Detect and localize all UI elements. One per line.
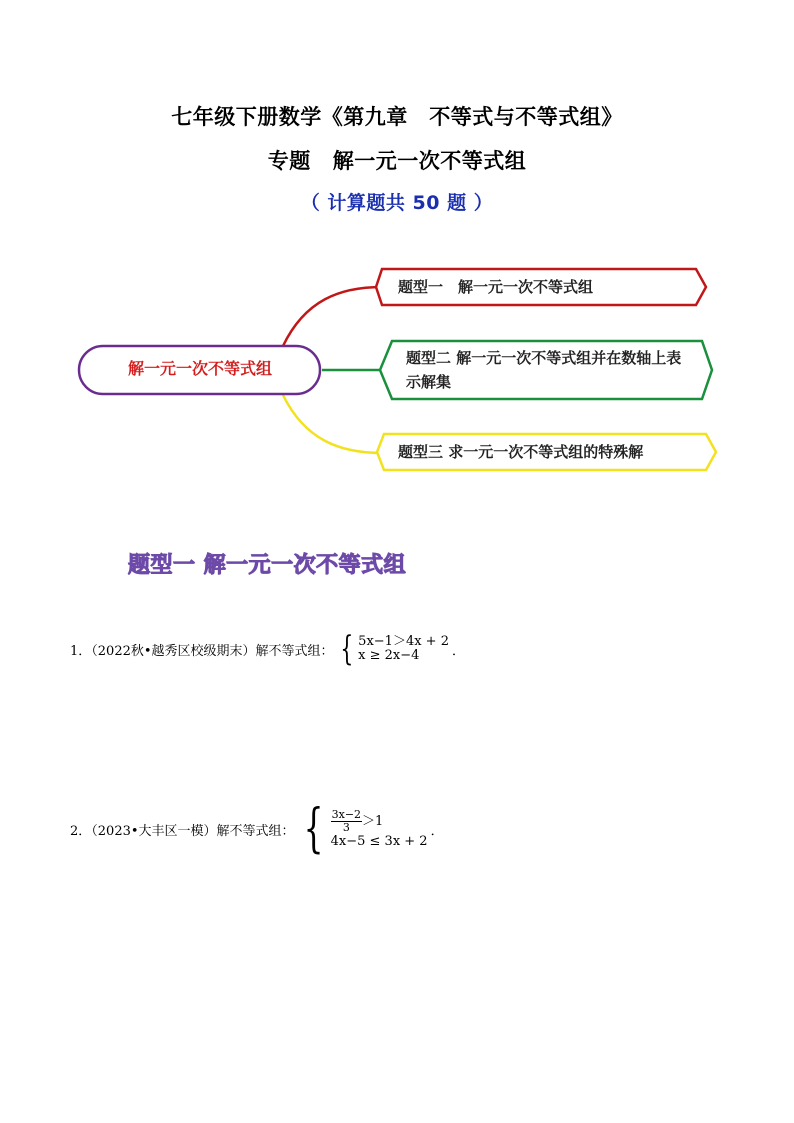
problem-2-prefix: 2．（2023•大丰区一模）解不等式组： <box>70 823 295 839</box>
problem-2-suffix: ． <box>430 823 444 839</box>
problem-1-line-2: x ≥ 2x−4 <box>358 648 420 663</box>
problem-2-line-2: 4x−5 ≤ 3x + 2 <box>330 833 428 849</box>
branch-label-2: 题型二 解一元一次不等式组并在数轴上表示解集 <box>406 349 682 391</box>
problem-2-line-1 <box>331 809 428 834</box>
problem-1-system <box>358 635 449 663</box>
problem-2-line-1-rest: ＞1 <box>362 813 384 829</box>
left-brace: { <box>339 629 353 669</box>
left-brace: { <box>303 799 324 859</box>
connector-branch-3 <box>283 395 382 453</box>
fraction-denominator: 3 <box>342 820 350 834</box>
fraction <box>331 809 362 834</box>
branch-label-1: 题型一 解一元一次不等式组 <box>398 278 594 296</box>
mindmap-center-label: 解一元一次不等式组 <box>127 359 272 378</box>
branch-label-3: 题型三 求一元一次不等式组的特殊解 <box>398 443 644 461</box>
problem-1-line-1: 5x−1＞4x + 2 <box>358 634 449 649</box>
connector-branch-1 <box>283 287 382 346</box>
document-title: 七年级下册数学《第九章 不等式与不等式组》 <box>171 104 623 129</box>
problem-1-prefix: 1．（2022秋•越秀区校级期末）解不等式组： <box>70 643 334 659</box>
section-heading: 题型一 解一元一次不等式组 <box>128 553 407 578</box>
problem-2-system <box>331 809 428 850</box>
fraction-numerator: 3x−2 <box>331 807 362 821</box>
subtitle-prefix: 专题 <box>267 148 311 173</box>
problem-1-suffix: ． <box>451 643 465 659</box>
document-subtitle <box>0 145 794 175</box>
problem-1 <box>70 629 465 669</box>
problem-count: （ 计算题共 50 题 ） <box>300 192 494 214</box>
subtitle-main: 解一元一次不等式组 <box>332 148 527 173</box>
problem-2 <box>70 799 444 859</box>
